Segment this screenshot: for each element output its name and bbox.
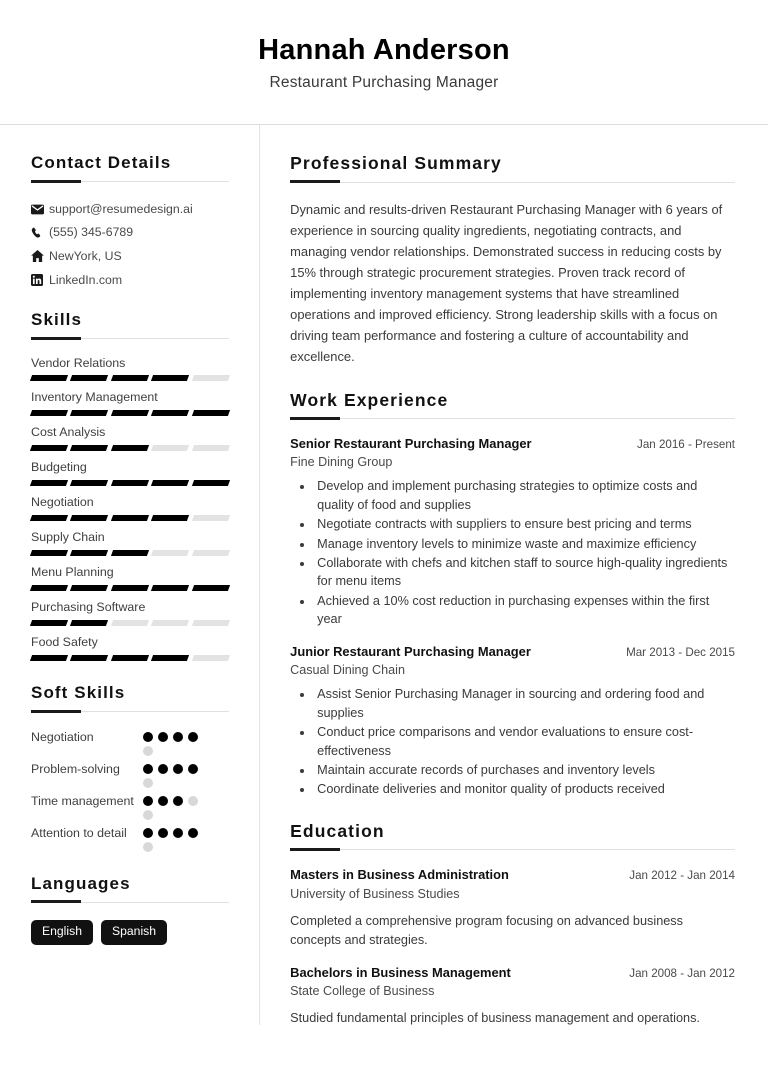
underline-thick (31, 900, 81, 903)
skill-segment (192, 620, 231, 626)
skill-segment (151, 515, 190, 521)
skill-segment (111, 620, 150, 626)
contact-item-location[interactable] (31, 248, 229, 265)
soft-skill-dot (158, 796, 168, 806)
skill-segment (30, 515, 69, 521)
skill-segment (70, 445, 109, 451)
education-entry (290, 867, 735, 950)
underline-thick (31, 337, 81, 340)
skill-segment (70, 585, 109, 591)
skill-segment (70, 655, 109, 661)
experience-heading: Work Experience (290, 389, 449, 410)
soft-skill-dot (143, 746, 153, 756)
skill-label: Menu Planning (31, 565, 114, 580)
skill-segment (30, 410, 69, 416)
underline-thin (290, 182, 735, 183)
skill-item (31, 599, 229, 626)
soft-skill-dot (188, 764, 198, 774)
skill-level-bar (31, 445, 229, 451)
skill-segment (151, 445, 190, 451)
experience-bullet: • Maintain accurate records of purchases and inventory levels (314, 761, 735, 779)
skill-segment (30, 550, 69, 556)
skill-item (31, 424, 229, 451)
education-entry-header (290, 965, 735, 982)
heading-underline (31, 337, 229, 341)
skill-label: Purchasing Software (31, 600, 146, 615)
skill-level-bar (31, 515, 229, 521)
main-column (259, 125, 768, 1050)
soft-skill-item (31, 761, 229, 788)
skill-segment (151, 550, 190, 556)
soft-skill-dot (143, 810, 153, 820)
education-heading: Education (290, 820, 385, 841)
experience-bullet-list (290, 685, 735, 798)
skill-segment (151, 585, 190, 591)
skill-segment (111, 515, 150, 521)
experience-bullet: • Conduct price comparisons and vendor evaluations to ensure cost-effectiveness (314, 723, 735, 760)
skill-segment (192, 585, 231, 591)
contact-location-text: NewYork, US (49, 248, 122, 263)
work-experience-section (290, 390, 735, 799)
languages-heading: Languages (31, 873, 131, 893)
skills-heading: Skills (31, 310, 83, 330)
heading-underline (31, 900, 229, 904)
experience-organization: Fine Dining Group (290, 455, 393, 470)
skill-segment (192, 445, 231, 451)
contact-details-section (31, 153, 229, 288)
experience-job-title: Senior Restaurant Purchasing Manager (290, 435, 532, 451)
resume-header (0, 0, 768, 92)
skill-item (31, 494, 229, 521)
soft-skills-section (31, 683, 229, 851)
soft-skill-dot (188, 828, 198, 838)
skill-segment (111, 410, 150, 416)
skill-segment (30, 655, 69, 661)
soft-skill-dot (158, 732, 168, 742)
skills-list (31, 355, 229, 662)
experience-entry (290, 644, 735, 799)
experience-bullet: • Negotiate contracts with suppliers to ensure best pricing and terms (314, 515, 735, 533)
skill-segment (70, 410, 109, 416)
education-institution: University of Business Studies (290, 886, 460, 901)
skill-label: Vendor Relations (31, 355, 126, 370)
languages-heading-group (31, 874, 229, 904)
contact-linkedin-text: LinkedIn.com (49, 272, 123, 287)
home-icon (31, 250, 49, 262)
professional-summary-section (290, 153, 735, 367)
skill-segment (192, 375, 231, 381)
soft-skill-dot (143, 842, 153, 852)
soft-skills-list (31, 729, 229, 852)
education-entry-list (290, 867, 735, 1029)
languages-section (31, 874, 229, 945)
skill-segment (151, 620, 190, 626)
language-badge[interactable]: English (31, 920, 93, 944)
skill-item (31, 459, 229, 486)
soft-skill-dot (188, 732, 198, 742)
contact-email-text: support@resumedesign.ai (49, 201, 193, 216)
contact-heading-group (31, 153, 229, 183)
education-date-range: Jan 2012 - Jan 2014 (629, 868, 735, 882)
skill-item (31, 389, 229, 416)
soft-skill-dot (158, 828, 168, 838)
contact-item-phone[interactable] (31, 224, 229, 241)
skill-label: Food Safety (31, 635, 98, 650)
skill-segment (151, 480, 190, 486)
experience-date-range: Jan 2016 - Present (637, 437, 735, 451)
soft-skill-dot (143, 732, 153, 742)
education-description: Studied fundamental principles of business management and operations. (290, 1011, 700, 1026)
soft-skill-dot (173, 764, 183, 774)
experience-entry (290, 436, 735, 629)
experience-organization: Casual Dining Chain (290, 663, 405, 678)
soft-skill-rating (143, 793, 207, 820)
skill-label: Budgeting (31, 460, 87, 475)
skill-segment (151, 375, 190, 381)
skill-label: Cost Analysis (31, 425, 106, 440)
education-institution: State College of Business (290, 984, 435, 999)
skill-segment (70, 515, 109, 521)
soft-skill-dot (188, 796, 198, 806)
skill-label: Negotiation (31, 495, 94, 510)
candidate-job-title: Restaurant Purchasing Manager (269, 74, 499, 92)
underline-thin (290, 418, 735, 419)
skill-item (31, 564, 229, 591)
envelope-icon (31, 204, 49, 215)
experience-job-title: Junior Restaurant Purchasing Manager (290, 643, 531, 659)
skill-level-bar (31, 585, 229, 591)
skill-segment (192, 655, 231, 661)
contact-item-linkedin[interactable] (31, 272, 229, 289)
soft-skill-label: Time management (31, 793, 134, 808)
skill-level-bar (31, 655, 229, 661)
heading-underline (290, 417, 735, 421)
soft-skill-label: Negotiation (31, 729, 94, 744)
education-entry (290, 965, 735, 1029)
education-section (290, 821, 735, 1029)
contact-heading: Contact Details (31, 153, 172, 173)
linkedin-icon (31, 274, 49, 286)
language-badge-list (31, 920, 229, 944)
soft-skill-rating (143, 729, 207, 756)
skill-level-bar (31, 375, 229, 381)
skill-segment (70, 550, 109, 556)
underline-thin (290, 849, 735, 850)
heading-underline (290, 848, 735, 852)
skill-segment (111, 585, 150, 591)
skill-segment (70, 620, 109, 626)
education-date-range: Jan 2008 - Jan 2012 (629, 966, 735, 980)
soft-skill-label: Problem-solving (31, 761, 120, 776)
heading-underline (290, 180, 735, 184)
skill-segment (192, 515, 231, 521)
skill-segment (192, 550, 231, 556)
skill-segment (30, 480, 69, 486)
experience-bullet-list (290, 477, 735, 628)
soft-skill-dot (143, 764, 153, 774)
experience-bullet: • Achieved a 10% cost reduction in purchasing expenses within the first year (314, 592, 735, 629)
skill-level-bar (31, 410, 229, 416)
heading-underline (31, 180, 229, 184)
experience-bullet: • Manage inventory levels to minimize waste and maximize efficiency (314, 535, 735, 553)
skills-heading-group (31, 310, 229, 340)
education-description: Completed a comprehensive program focusing on advanced business concepts and strategies. (290, 913, 683, 947)
skill-label: Supply Chain (31, 530, 105, 545)
underline-thick (31, 180, 81, 183)
soft-skill-item (31, 729, 229, 756)
skill-segment (111, 480, 150, 486)
experience-bullet: • Assist Senior Purchasing Manager in sourcing and ordering food and supplies (314, 685, 735, 722)
education-heading-group (290, 821, 735, 852)
soft-skill-dot (143, 828, 153, 838)
experience-date-range: Mar 2013 - Dec 2015 (626, 645, 735, 659)
education-degree: Masters in Business Administration (290, 866, 509, 882)
candidate-name: Hannah Anderson (258, 34, 510, 66)
soft-skill-dot (143, 778, 153, 788)
skill-item (31, 529, 229, 556)
skill-segment (70, 375, 109, 381)
soft-skill-rating (143, 761, 207, 788)
skill-label: Inventory Management (31, 390, 158, 405)
experience-entry-header (290, 644, 735, 661)
soft-skill-dot (143, 796, 153, 806)
skills-section (31, 310, 229, 661)
underline-thick (290, 417, 340, 420)
sidebar-column (0, 125, 259, 1050)
skill-segment (30, 445, 69, 451)
heading-underline (31, 710, 229, 714)
experience-bullet: • Collaborate with chefs and kitchen staff to source high-quality ingredients for menu items (314, 554, 735, 591)
soft-skill-item (31, 793, 229, 820)
skill-segment (111, 375, 150, 381)
skill-segment (151, 655, 190, 661)
experience-bullet: • Develop and implement purchasing strategies to optimize costs and quality of food and supplies (314, 477, 735, 514)
underline-thick (290, 180, 340, 183)
soft-skills-heading-group (31, 683, 229, 713)
phone-icon (31, 227, 49, 239)
skill-segment (151, 410, 190, 416)
skill-item (31, 634, 229, 661)
summary-heading: Professional Summary (290, 153, 502, 174)
skill-level-bar (31, 480, 229, 486)
experience-entry-list (290, 436, 735, 799)
skill-segment (70, 480, 109, 486)
underline-thick (31, 710, 81, 713)
skill-segment (111, 550, 150, 556)
skill-level-bar (31, 620, 229, 626)
experience-bullet: • Coordinate deliveries and monitor quality of products received (314, 780, 735, 798)
skill-segment (192, 480, 231, 486)
soft-skill-rating (143, 825, 207, 852)
language-badge[interactable]: Spanish (101, 920, 167, 944)
contact-list (31, 201, 229, 288)
soft-skill-dot (173, 732, 183, 742)
soft-skill-dot (173, 828, 183, 838)
experience-entry-header (290, 436, 735, 453)
contact-item-email[interactable] (31, 201, 229, 218)
experience-heading-group (290, 390, 735, 421)
education-entry-header (290, 867, 735, 884)
soft-skill-item (31, 825, 229, 852)
skill-segment (30, 585, 69, 591)
skill-segment (30, 620, 69, 626)
underline-thick (290, 848, 340, 851)
skill-item (31, 355, 229, 382)
soft-skill-label: Attention to detail (31, 825, 127, 840)
skill-segment (192, 410, 231, 416)
education-degree: Bachelors in Business Management (290, 964, 511, 980)
soft-skills-heading: Soft Skills (31, 683, 126, 703)
skill-segment (111, 445, 150, 451)
skill-segment (111, 655, 150, 661)
summary-text: Dynamic and results-driven Restaurant Purchasing Manager with 6 years of experience in sourcing quality ingredients, negotiating contracts, and managing vendor relationships. Demonstrated success in reducing costs by 15% through strategic procurement strategies. Proven track record of implementing inventory management systems that have streamlined operations and improved efficiency. Strong leadership skills with a focus on driving team performance and fostering a culture of accountability and excellence. (290, 202, 723, 364)
contact-phone-text: (555) 345-6789 (49, 225, 134, 240)
skill-segment (30, 375, 69, 381)
skill-level-bar (31, 550, 229, 556)
summary-heading-group (290, 153, 735, 184)
resume-body (0, 125, 768, 1050)
soft-skill-dot (158, 764, 168, 774)
soft-skill-dot (173, 796, 183, 806)
